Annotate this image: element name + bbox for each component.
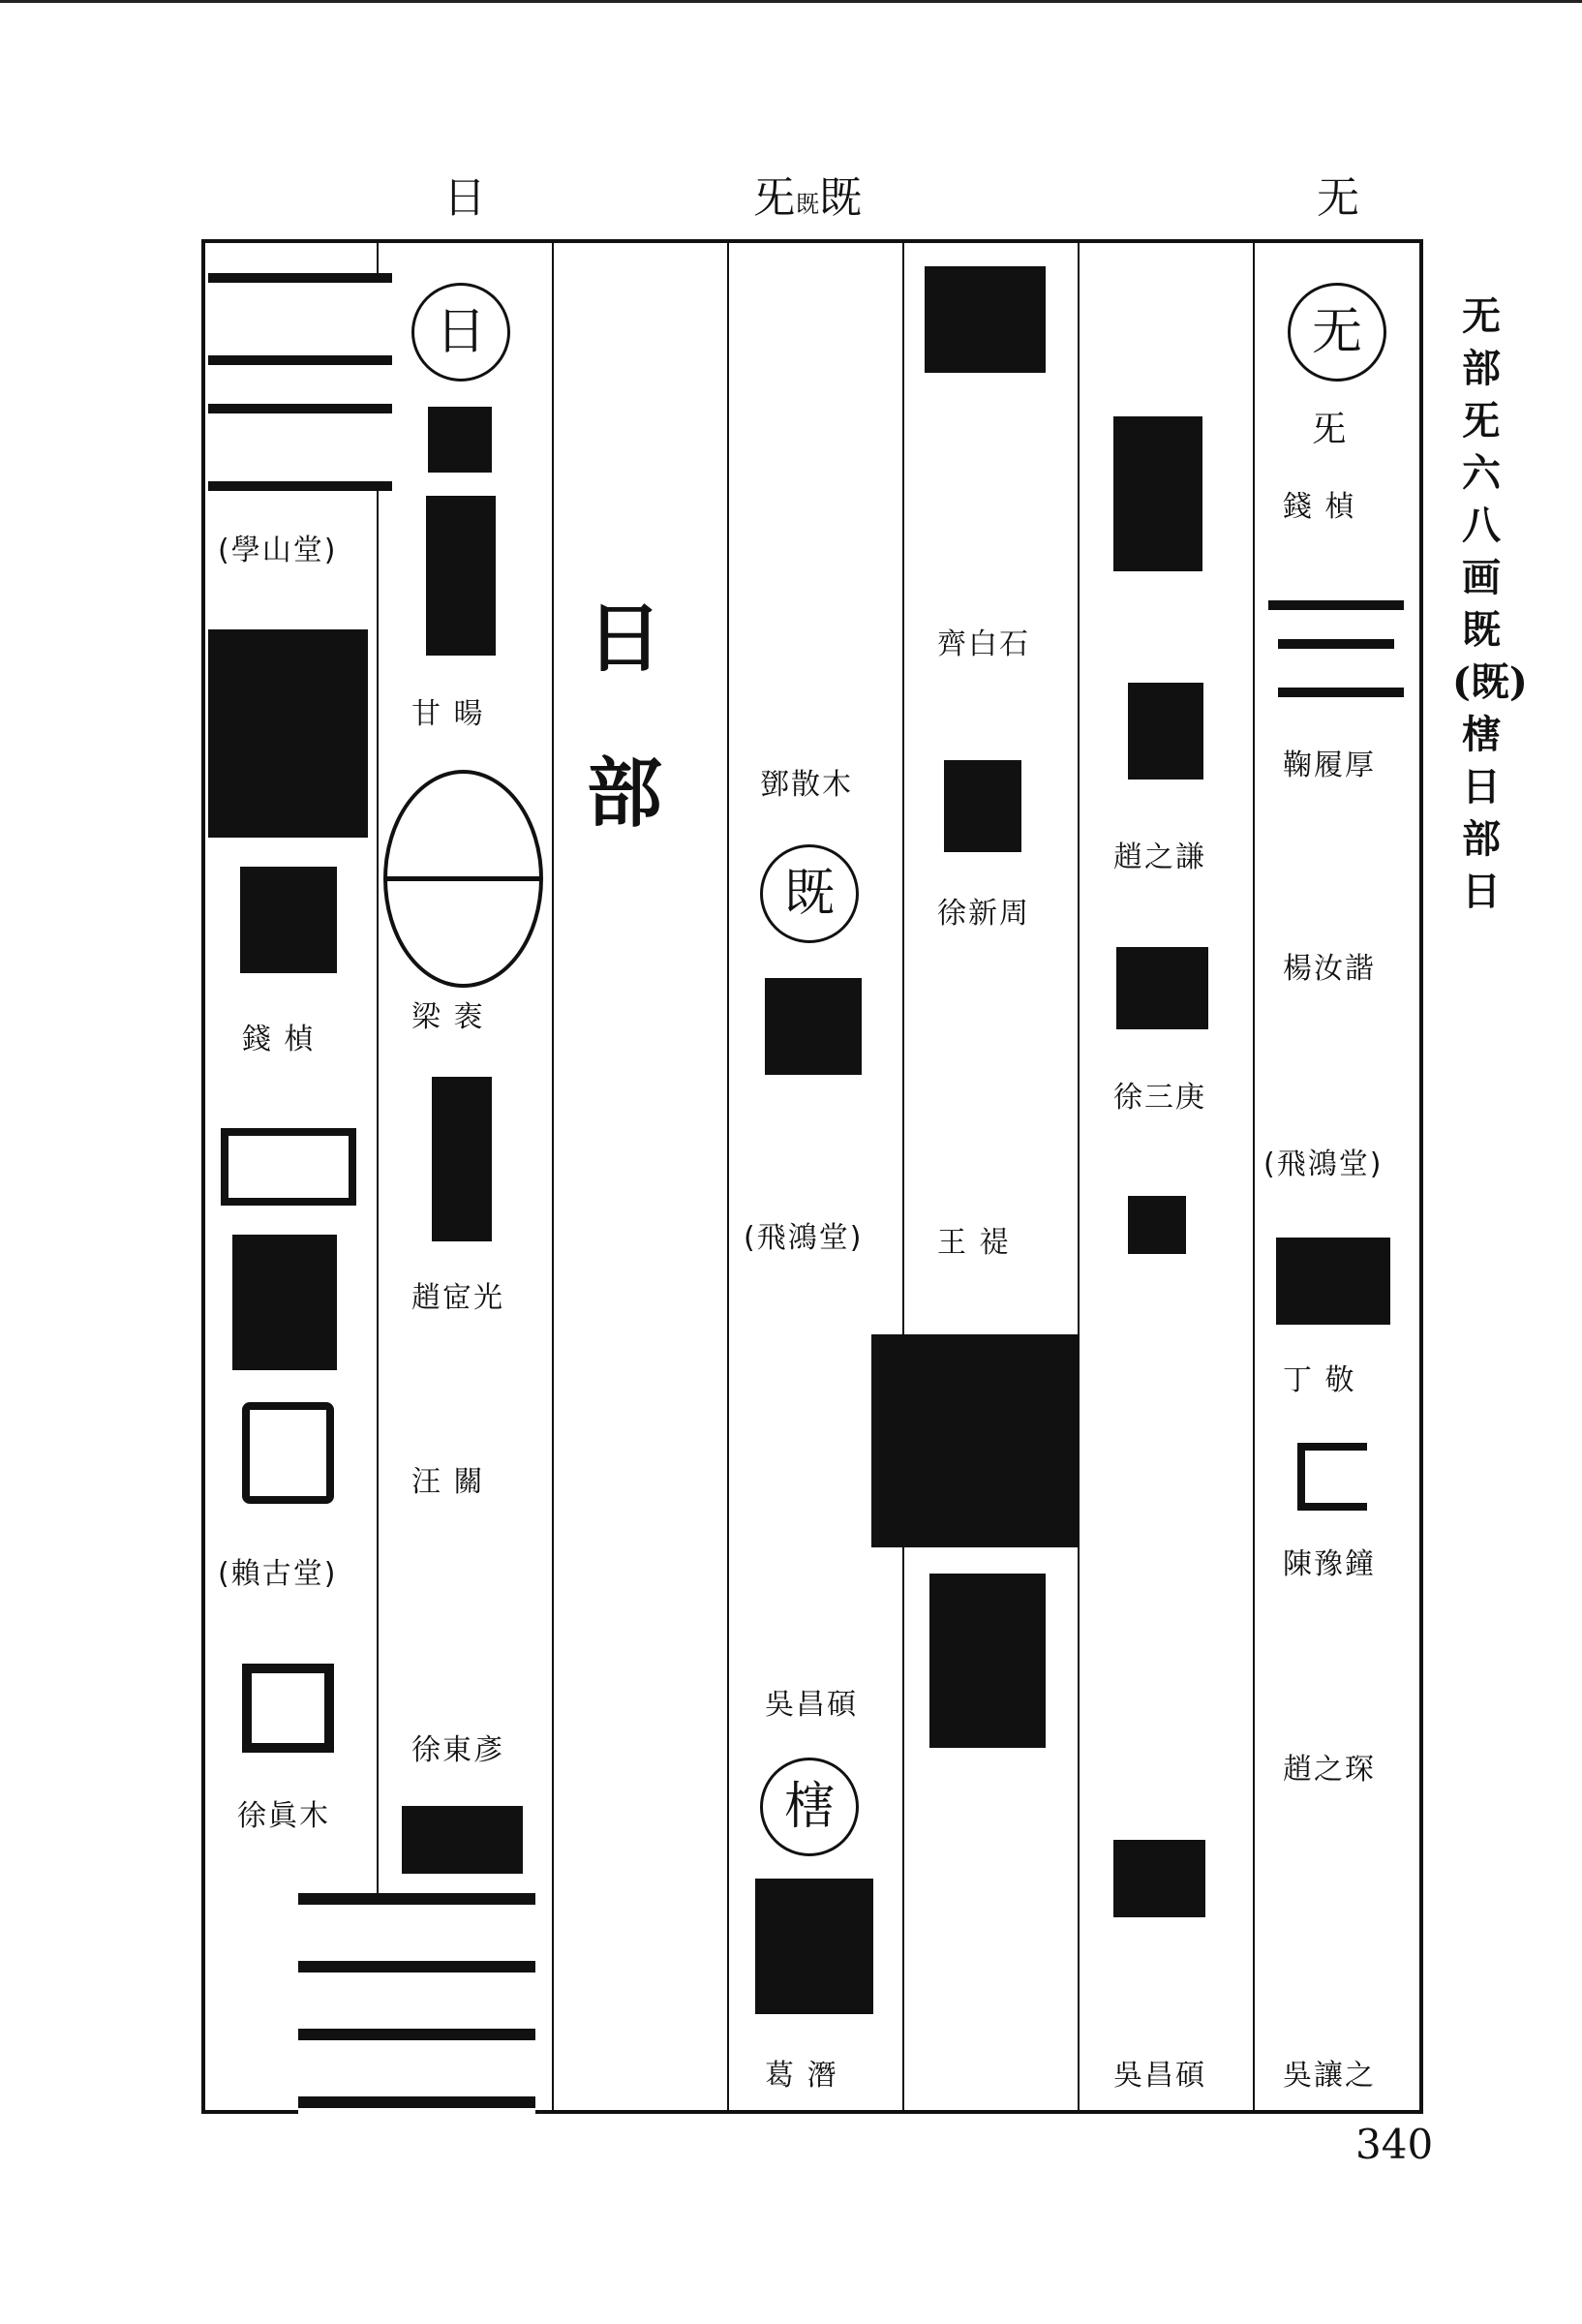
header-ji-main: 旡 xyxy=(753,173,796,223)
seal-c6-4 xyxy=(432,1077,492,1241)
col-divider-5 xyxy=(1078,243,1080,2110)
col-divider-2 xyxy=(552,243,554,2110)
caption-c7-1: 錢 楨 xyxy=(242,1023,316,1056)
circle-ri: 日 xyxy=(411,283,510,382)
side-index-2: 六 xyxy=(1462,450,1501,496)
caption-c7-0: (學山堂) xyxy=(218,534,338,567)
caption-c2-0: 趙之謙 xyxy=(1113,841,1206,874)
caption-c1-1: 鞠履厚 xyxy=(1283,749,1376,782)
seal-c3-1 xyxy=(925,266,1046,373)
side-index-0: 无部 xyxy=(1462,293,1501,391)
caption-c3-2: 王 禔 xyxy=(937,1226,1011,1260)
seal-c4-1 xyxy=(765,978,862,1075)
caption-c6-2: 趙宧光 xyxy=(411,1281,504,1315)
side-index-6: 㮫 xyxy=(1462,712,1501,757)
seal-c2-2 xyxy=(1128,683,1203,780)
header-ji-main2: 既 xyxy=(819,173,862,223)
side-index-1: 旡 xyxy=(1462,398,1501,443)
seal-c7-4 xyxy=(221,1128,356,1206)
circle-ji: 既 xyxy=(760,844,859,943)
seal-c1-5 xyxy=(1297,1443,1367,1511)
seal-c6-2 xyxy=(426,496,496,656)
top-rule xyxy=(0,0,1582,3)
radical-label xyxy=(586,562,663,872)
seal-c7-7 xyxy=(242,1664,334,1753)
caption-c2-1: 徐三庚 xyxy=(1113,1081,1206,1115)
header-ji xyxy=(753,163,862,225)
side-index-8: 日 xyxy=(1462,869,1501,914)
seal-c2-4 xyxy=(1128,1196,1186,1254)
caption-c1-3: (飛鴻堂) xyxy=(1263,1147,1384,1181)
caption-c3-1: 徐新周 xyxy=(937,897,1030,931)
caption-c7-2: (賴古堂) xyxy=(218,1557,338,1591)
seal-c7-5 xyxy=(232,1235,337,1370)
seal-c1-1 xyxy=(1268,600,1404,707)
seal-c3-2 xyxy=(944,760,1021,852)
header-ji-sub: 既 xyxy=(796,191,819,218)
seal-c7-3 xyxy=(240,867,337,973)
side-index-7: 日部 xyxy=(1462,764,1501,862)
radical-label-2: 部 xyxy=(586,749,662,838)
caption-c1-7: 吳讓之 xyxy=(1283,2059,1376,2093)
seal-c7-8 xyxy=(298,1893,535,2116)
seal-c7-2 xyxy=(208,629,368,838)
caption-c6-3: 汪 關 xyxy=(411,1465,485,1499)
caption-c4-0: 鄧散木 xyxy=(760,768,853,802)
seal-c6-1 xyxy=(428,407,492,473)
caption-c1-6: 趙之琛 xyxy=(1283,1753,1376,1787)
page-number: 340 xyxy=(1355,2121,1434,2168)
seal-large xyxy=(871,1334,1080,1547)
seal-c3-3 xyxy=(929,1574,1046,1748)
header-wu: 无 xyxy=(1317,173,1359,223)
caption-c1-4: 丁 敬 xyxy=(1283,1363,1356,1397)
caption-c6-1: 梁 袠 xyxy=(411,1000,485,1034)
small-glyph: 旡 xyxy=(1312,410,1350,449)
side-index-4: 既 xyxy=(1462,607,1501,653)
caption-c7-3: 徐眞木 xyxy=(237,1799,330,1833)
caption-c1-2: 楊汝諧 xyxy=(1283,952,1376,986)
caption-c6-4: 徐東彥 xyxy=(411,1733,504,1767)
seal-c2-1 xyxy=(1113,416,1202,571)
radical-label-1: 日 xyxy=(586,595,662,683)
caption-c6-0: 甘 暘 xyxy=(411,697,485,731)
caption-c1-5: 陳豫鐘 xyxy=(1283,1547,1376,1581)
seal-c6-3 xyxy=(383,770,543,988)
col-divider-3 xyxy=(727,243,729,2110)
caption-c3-0: 齊白石 xyxy=(937,627,1030,661)
circle-liang: 㮫 xyxy=(760,1758,859,1856)
caption-c4-2: 吳昌碩 xyxy=(765,1688,858,1722)
seal-c4-2 xyxy=(755,1879,873,2014)
caption-c2-2: 吳昌碩 xyxy=(1113,2059,1206,2093)
caption-c4-1: (飛鴻堂) xyxy=(744,1221,864,1255)
side-index-3: 八画 xyxy=(1462,503,1501,600)
header-ri: 日 xyxy=(443,173,486,223)
col-divider-4 xyxy=(902,243,904,2110)
caption-c1-0: 錢 楨 xyxy=(1283,490,1356,524)
caption-c4-3: 葛 潛 xyxy=(765,2059,838,2093)
seal-c2-5 xyxy=(1113,1840,1205,1917)
side-index-5: (既) xyxy=(1452,659,1528,705)
side-index xyxy=(1452,290,1528,918)
seal-c2-3 xyxy=(1116,947,1208,1029)
seal-c7-6 xyxy=(242,1402,334,1504)
col-divider-1 xyxy=(377,243,379,2110)
seal-c1-4 xyxy=(1276,1238,1390,1325)
seal-c6-5 xyxy=(402,1806,523,1874)
seal-c7-1 xyxy=(208,273,392,491)
circle-wu: 无 xyxy=(1288,283,1386,382)
col-divider-6 xyxy=(1253,243,1255,2110)
